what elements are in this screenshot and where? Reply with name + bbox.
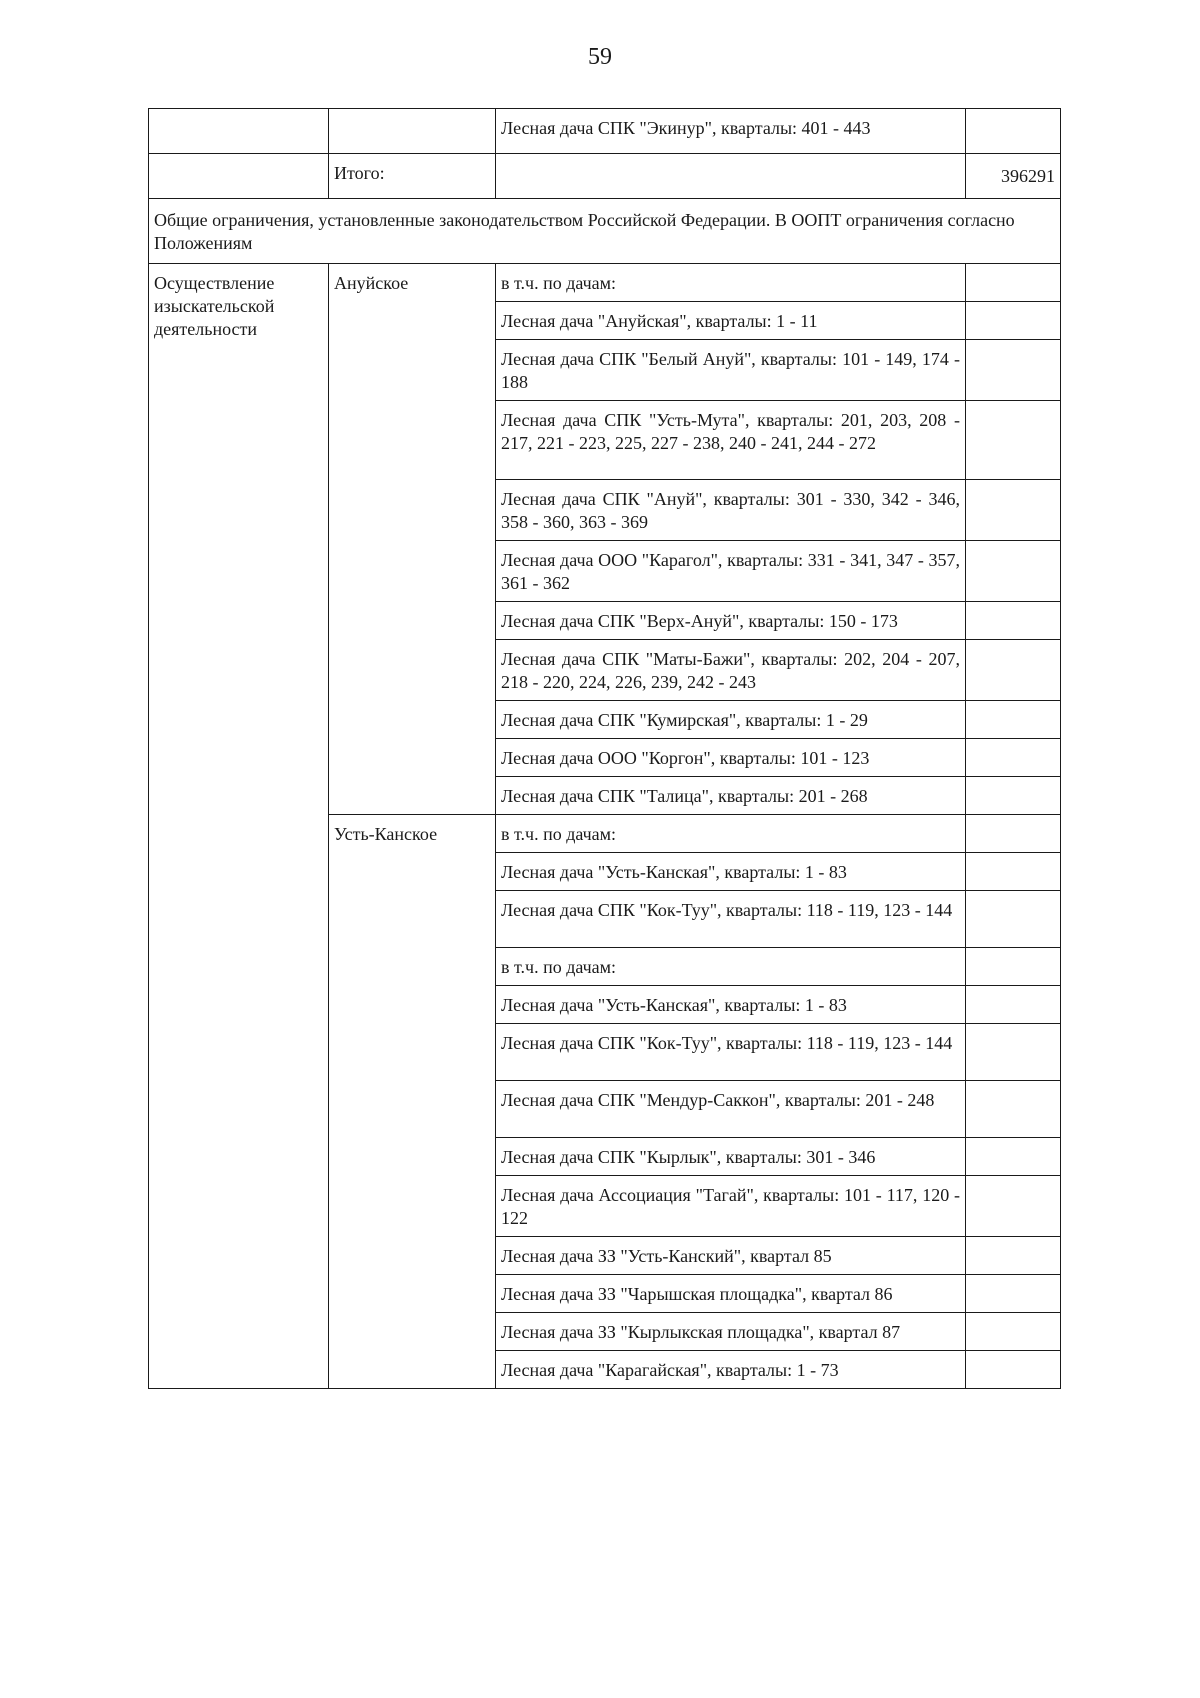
forest-dacha-item: Лесная дача СПК "Кок-Туу", кварталы: 118 - 119, 123 - 144 xyxy=(496,1024,966,1081)
table-cell xyxy=(966,986,1061,1024)
table-cell xyxy=(966,1024,1061,1081)
table-cell: Лесная дача СПК "Экинур", кварталы: 401 - 443 xyxy=(496,109,966,154)
forest-dacha-item: в т.ч. по дачам: xyxy=(496,264,966,302)
forest-dacha-item: Лесная дача СПК "Кырлык", кварталы: 301 - 346 xyxy=(496,1138,966,1176)
forest-dacha-item: Лесная дача СПК "Верх-Ануй", кварталы: 150 - 173 xyxy=(496,602,966,640)
table-cell xyxy=(966,1176,1061,1237)
table-cell xyxy=(966,739,1061,777)
table-cell xyxy=(966,1138,1061,1176)
forest-dacha-item: Лесная дача "Ануйская", кварталы: 1 - 11 xyxy=(496,302,966,340)
general-restrictions-note: Общие ограничения, установленные законодательством Российской Федерации. В ООПТ ограничения согласно Положениям xyxy=(149,199,1061,264)
table-cell xyxy=(966,815,1061,853)
forest-dacha-item: Лесная дача СПК "Кумирская", кварталы: 1 - 29 xyxy=(496,701,966,739)
forest-dacha-item: Лесная дача ЗЗ "Усть-Канский", квартал 85 xyxy=(496,1237,966,1275)
table-cell xyxy=(966,701,1061,739)
table-cell xyxy=(966,891,1061,948)
restrictions-table xyxy=(148,108,1061,1389)
forestry-name: Ануйское xyxy=(329,264,496,815)
forest-dacha-item: Лесная дача "Усть-Канская", кварталы: 1 - 83 xyxy=(496,853,966,891)
table-cell xyxy=(149,109,329,154)
table-cell xyxy=(966,264,1061,302)
table-cell xyxy=(966,1275,1061,1313)
forest-dacha-item: Лесная дача Ассоциация "Тагай", кварталы: 101 - 117, 120 - 122 xyxy=(496,1176,966,1237)
table-cell xyxy=(149,154,329,199)
forest-dacha-item: Лесная дача СПК "Ануй", кварталы: 301 - 330, 342 - 346, 358 - 360, 363 - 369 xyxy=(496,480,966,541)
table-cell xyxy=(966,777,1061,815)
table-cell xyxy=(966,401,1061,480)
table-row xyxy=(149,154,1061,199)
forestry-name: Усть-Канское xyxy=(329,815,496,1389)
table-cell xyxy=(966,1237,1061,1275)
forest-dacha-item: Лесная дача "Усть-Канская", кварталы: 1 - 83 xyxy=(496,986,966,1024)
table-cell xyxy=(966,109,1061,154)
forest-dacha-item: Лесная дача СПК "Маты-Бажи", кварталы: 202, 204 - 207, 218 - 220, 224, 226, 239, 242 - 243 xyxy=(496,640,966,701)
table-cell xyxy=(966,340,1061,401)
forest-dacha-item: Лесная дача ООО "Коргон", кварталы: 101 - 123 xyxy=(496,739,966,777)
forest-dacha-item: Лесная дача СПК "Усть-Мута", кварталы: 201, 203, 208 - 217, 221 - 223, 225, 227 - 238, 240 - 241, 244 - 272 xyxy=(496,401,966,480)
table-cell xyxy=(966,602,1061,640)
forest-dacha-item: Лесная дача ООО "Карагол", кварталы: 331 - 341, 347 - 357, 361 - 362 xyxy=(496,541,966,602)
table-cell xyxy=(966,853,1061,891)
table-cell xyxy=(966,541,1061,602)
table-cell xyxy=(966,480,1061,541)
forest-dacha-item: Лесная дача СПК "Белый Ануй", кварталы: 101 - 149, 174 - 188 xyxy=(496,340,966,401)
forest-dacha-item: Лесная дача "Карагайская", кварталы: 1 - 73 xyxy=(496,1351,966,1389)
forest-dacha-item: Лесная дача СПК "Талица", кварталы: 201 - 268 xyxy=(496,777,966,815)
table-cell xyxy=(329,109,496,154)
total-value: 396291 xyxy=(966,154,1061,199)
table-cell xyxy=(966,302,1061,340)
table-cell xyxy=(966,640,1061,701)
table-row xyxy=(149,109,1061,154)
forest-dacha-item: Лесная дача ЗЗ "Чарышская площадка", квартал 86 xyxy=(496,1275,966,1313)
table-row xyxy=(149,264,1061,302)
forest-dacha-item: Лесная дача ЗЗ "Кырлыкская площадка", квартал 87 xyxy=(496,1313,966,1351)
table-cell xyxy=(496,154,966,199)
table-cell xyxy=(966,1313,1061,1351)
table-row xyxy=(149,199,1061,264)
table-cell xyxy=(966,948,1061,986)
forest-dacha-item: в т.ч. по дачам: xyxy=(496,815,966,853)
table-cell xyxy=(966,1081,1061,1138)
activity-cell: Осуществление изыскательской деятельности xyxy=(149,264,329,1389)
total-label: Итого: xyxy=(329,154,496,199)
page-number: 59 xyxy=(588,44,612,70)
table-cell xyxy=(966,1351,1061,1389)
forest-dacha-item: Лесная дача СПК "Кок-Туу", кварталы: 118 - 119, 123 - 144 xyxy=(496,891,966,948)
forest-dacha-item: Лесная дача СПК "Мендур-Саккон", кварталы: 201 - 248 xyxy=(496,1081,966,1138)
forestry-rows xyxy=(149,264,1061,1389)
forest-dacha-item: в т.ч. по дачам: xyxy=(496,948,966,986)
